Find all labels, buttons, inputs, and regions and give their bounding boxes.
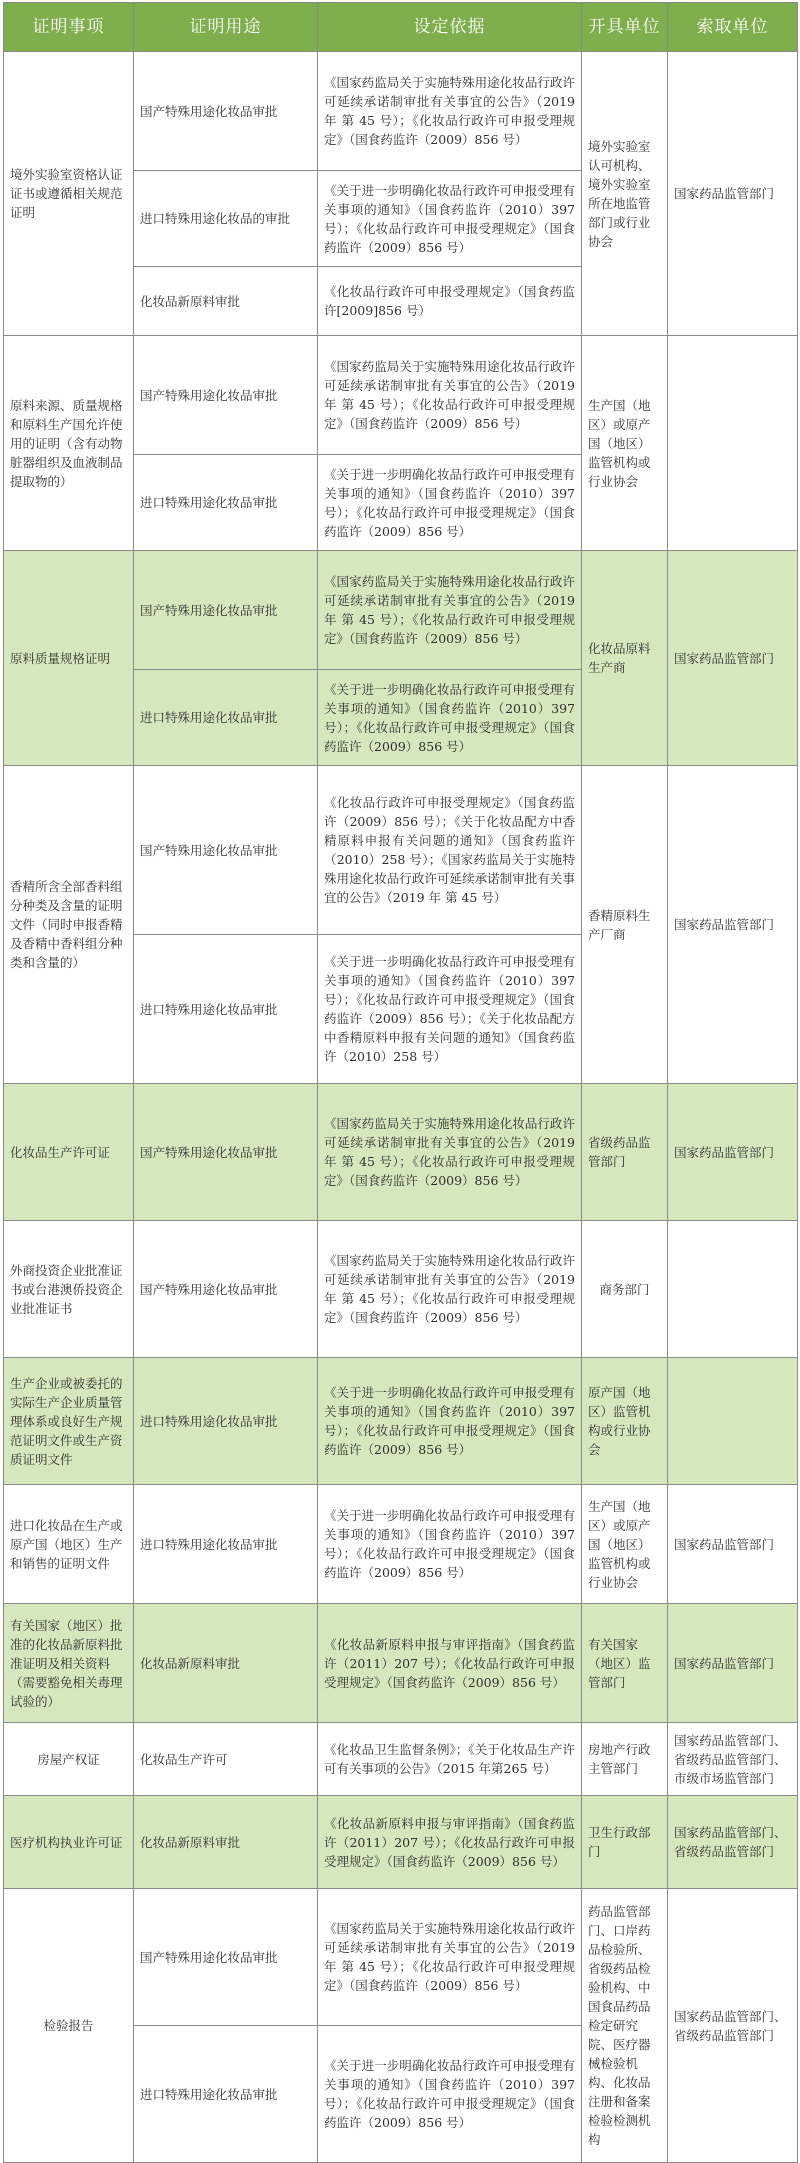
purpose-cell: 国产特殊用途化妆品审批 bbox=[134, 1889, 318, 2026]
item-cell: 医疗机构执业许可证 bbox=[4, 1796, 134, 1889]
purpose-cell: 进口特殊用途化妆品审批 bbox=[134, 455, 318, 551]
header-claimant: 索取单位 bbox=[668, 3, 798, 52]
table-row bbox=[4, 1723, 798, 1796]
purpose-cell: 化妆品新原料审批 bbox=[134, 267, 318, 336]
header-issuer: 开具单位 bbox=[582, 3, 668, 52]
claimant-cell bbox=[668, 1221, 798, 1358]
header-item: 证明事项 bbox=[4, 3, 134, 52]
claimant-cell: 国家药品监管部门 bbox=[668, 1604, 798, 1723]
issuer-cell: 香精原料生产厂商 bbox=[582, 766, 668, 1084]
item-cell: 生产企业或被委托的实际生产企业质量管理体系或良好生产规范证明文件或生产资质证明文件 bbox=[4, 1358, 134, 1485]
issuer-cell: 房地产行政主管部门 bbox=[582, 1723, 668, 1796]
purpose-cell: 国产特殊用途化妆品审批 bbox=[134, 52, 318, 171]
certificate-table bbox=[3, 2, 798, 2163]
purpose-cell: 国产特殊用途化妆品审批 bbox=[134, 1084, 318, 1221]
item-cell: 外商投资企业批准证书或台港澳侨投资企业批准证书 bbox=[4, 1221, 134, 1358]
issuer-cell: 卫生行政部门 bbox=[582, 1796, 668, 1889]
issuer-cell: 原产国（地区）监管机构或行业协会 bbox=[582, 1358, 668, 1485]
purpose-cell: 进口特殊用途化妆品审批 bbox=[134, 1485, 318, 1604]
claimant-cell: 国家药品监管部门 bbox=[668, 1485, 798, 1604]
item-cell: 原料质量规格证明 bbox=[4, 551, 134, 766]
issuer-cell: 省级药品监管部门 bbox=[582, 1084, 668, 1221]
item-cell: 原料来源、质量规格和原料生产国允许使用的证明（含有动物脏器组织及血液制品提取物的） bbox=[4, 336, 134, 551]
item-cell: 化妆品生产许可证 bbox=[4, 1084, 134, 1221]
table-row bbox=[4, 52, 798, 171]
purpose-cell: 国产特殊用途化妆品审批 bbox=[134, 336, 318, 455]
claimant-cell: 国家药品监管部门 bbox=[668, 551, 798, 766]
claimant-cell: 国家药品监管部门 bbox=[668, 1084, 798, 1221]
purpose-cell: 国产特殊用途化妆品审批 bbox=[134, 551, 318, 670]
item-cell: 进口化妆品在生产或原产国（地区）生产和销售的证明文件 bbox=[4, 1485, 134, 1604]
table-row bbox=[4, 1221, 798, 1358]
issuer-cell: 境外实验室认可机构、境外实验室所在地监管部门或行业协会 bbox=[582, 52, 668, 336]
basis-cell: 《国家药监局关于实施特殊用途化妆品行政许可延续承诺制审批有关事宜的公告》（2019 年 第 45 号）；《化妆品行政许可申报受理规定》（国食药监许（2009）856 号） bbox=[318, 1084, 582, 1221]
item-cell: 房屋产权证 bbox=[4, 1723, 134, 1796]
claimant-cell bbox=[668, 336, 798, 551]
purpose-cell: 化妆品新原料审批 bbox=[134, 1604, 318, 1723]
purpose-cell: 化妆品生产许可 bbox=[134, 1723, 318, 1796]
header-purpose: 证明用途 bbox=[134, 3, 318, 52]
claimant-cell: 国家药品监管部门 bbox=[668, 766, 798, 1084]
purpose-cell: 进口特殊用途化妆品的审批 bbox=[134, 171, 318, 267]
basis-cell: 《国家药监局关于实施特殊用途化妆品行政许可延续承诺制审批有关事宜的公告》（2019 年 第 45 号）；《化妆品行政许可申报受理规定》（国食药监许（2009）856 号） bbox=[318, 1221, 582, 1358]
table-row bbox=[4, 1889, 798, 2026]
issuer-cell: 化妆品原料生产商 bbox=[582, 551, 668, 766]
header-row bbox=[4, 3, 798, 52]
basis-cell: 《关于进一步明确化妆品行政许可申报受理有关事项的通知》（国食药监许（2010）397 号）；《化妆品行政许可申报受理规定》（国食药监许（2009）856 号） bbox=[318, 455, 582, 551]
item-cell: 境外实验室资格认证证书或遵循相关规范证明 bbox=[4, 52, 134, 336]
purpose-cell: 化妆品新原料审批 bbox=[134, 1796, 318, 1889]
basis-cell: 《关于进一步明确化妆品行政许可申报受理有关事项的通知》（国食药监许（2010）397 号）；《化妆品行政许可申报受理规定》（国食药监许（2009）856 号）；《关于化妆品配方中香精原料申报有关问题的通知》（国食药监许（2010）258 号） bbox=[318, 935, 582, 1084]
table-row bbox=[4, 1358, 798, 1485]
basis-cell: 《关于进一步明确化妆品行政许可申报受理有关事项的通知》（国食药监许（2010）397 号）；《化妆品行政许可申报受理规定》（国食药监许（2009）856 号） bbox=[318, 670, 582, 766]
purpose-cell: 国产特殊用途化妆品审批 bbox=[134, 1221, 318, 1358]
purpose-cell: 进口特殊用途化妆品审批 bbox=[134, 1358, 318, 1485]
purpose-cell: 国产特殊用途化妆品审批 bbox=[134, 766, 318, 935]
basis-cell: 《国家药监局关于实施特殊用途化妆品行政许可延续承诺制审批有关事宜的公告》（2019 年 第 45 号）；《化妆品行政许可申报受理规定》（国食药监许（2009）856 号） bbox=[318, 336, 582, 455]
table-row bbox=[4, 1084, 798, 1221]
basis-cell: 《化妆品行政许可申报受理规定》（国食药监许[2009]856 号） bbox=[318, 267, 582, 336]
basis-cell: 《关于进一步明确化妆品行政许可申报受理有关事项的通知》（国食药监许（2010）397 号）；《化妆品行政许可申报受理规定》（国食药监许（2009）856 号） bbox=[318, 171, 582, 267]
item-cell: 香精所含全部香料组分种类及含量的证明文件（同时申报香精及香精中香料组分种类和含量的） bbox=[4, 766, 134, 1084]
claimant-cell: 国家药品监管部门、省级药品监管部门 bbox=[668, 1889, 798, 2163]
basis-cell: 《国家药监局关于实施特殊用途化妆品行政许可延续承诺制审批有关事宜的公告》（2019 年 第 45 号）；《化妆品行政许可申报受理规定》（国食药监许（2009）856 号） bbox=[318, 1889, 582, 2026]
table-row bbox=[4, 1485, 798, 1604]
basis-cell: 《化妆品新原料申报与审评指南》（国食药监许（2011）207 号）；《化妆品行政许可申报受理规定》（国食药监许（2009）856 号） bbox=[318, 1796, 582, 1889]
basis-cell: 《化妆品行政许可申报受理规定》（国食药监许（2009）856 号）；《关于化妆品配方中香精原料申报有关问题的通知》（国食药监许（2010）258 号）；《国家药监局关于实施特殊用途化妆品行政许可延续承诺制审批有关事宜的公告》（2019 年 第 45 号） bbox=[318, 766, 582, 935]
basis-cell: 《关于进一步明确化妆品行政许可申报受理有关事项的通知》（国食药监许（2010）397 号）；《化妆品行政许可申报受理规定》（国食药监许（2009）856 号） bbox=[318, 1485, 582, 1604]
basis-cell: 《化妆品卫生监督条例》；《关于化妆品生产许可有关事项的公告》（2015 年第265 号） bbox=[318, 1723, 582, 1796]
table-row bbox=[4, 1604, 798, 1723]
basis-cell: 《关于进一步明确化妆品行政许可申报受理有关事项的通知》（国食药监许（2010）397 号）；《化妆品行政许可申报受理规定》（国食药监许（2009）856 号） bbox=[318, 2026, 582, 2163]
basis-cell: 《国家药监局关于实施特殊用途化妆品行政许可延续承诺制审批有关事宜的公告》（2019 年 第 45 号）；《化妆品行政许可申报受理规定》（国食药监许（2009）856 号） bbox=[318, 551, 582, 670]
purpose-cell: 进口特殊用途化妆品审批 bbox=[134, 670, 318, 766]
table-row bbox=[4, 766, 798, 935]
basis-cell: 《关于进一步明确化妆品行政许可申报受理有关事项的通知》（国食药监许（2010）397 号）；《化妆品行政许可申报受理规定》（国食药监许（2009）856 号） bbox=[318, 1358, 582, 1485]
basis-cell: 《化妆品新原料申报与审评指南》（国食药监许（2011）207 号）；《化妆品行政许可申报受理规定》（国食药监许（2009）856 号） bbox=[318, 1604, 582, 1723]
item-cell: 检验报告 bbox=[4, 1889, 134, 2163]
purpose-cell: 进口特殊用途化妆品审批 bbox=[134, 2026, 318, 2163]
issuer-cell: 生产国（地区）或原产国（地区）监管机构或行业协会 bbox=[582, 1485, 668, 1604]
issuer-cell: 生产国（地区）或原产国（地区）监管机构或行业协会 bbox=[582, 336, 668, 551]
claimant-cell: 国家药品监管部门 bbox=[668, 52, 798, 336]
table-row bbox=[4, 336, 798, 455]
table-row bbox=[4, 551, 798, 670]
issuer-cell: 药品监管部门、口岸药品检验所、省级药品检验机构、中国食品药品检定研究院、医疗器械检验机构、化妆品注册和备案检验检测机构 bbox=[582, 1889, 668, 2163]
claimant-cell bbox=[668, 1358, 798, 1485]
table-row bbox=[4, 1796, 798, 1889]
item-cell: 有关国家（地区）批准的化妆品新原料批准证明及相关资料（需要豁免相关毒理试验的） bbox=[4, 1604, 134, 1723]
header-basis: 设定依据 bbox=[318, 3, 582, 52]
claimant-cell: 国家药品监管部门、省级药品监管部门、市级市场监管部门 bbox=[668, 1723, 798, 1796]
issuer-cell: 有关国家（地区）监管部门 bbox=[582, 1604, 668, 1723]
purpose-cell: 进口特殊用途化妆品审批 bbox=[134, 935, 318, 1084]
claimant-cell: 国家药品监管部门、省级药品监管部门 bbox=[668, 1796, 798, 1889]
issuer-cell: 商务部门 bbox=[582, 1221, 668, 1358]
basis-cell: 《国家药监局关于实施特殊用途化妆品行政许可延续承诺制审批有关事宜的公告》（2019 年 第 45 号）；《化妆品行政许可申报受理规定》（国食药监许（2009）856 号） bbox=[318, 52, 582, 171]
